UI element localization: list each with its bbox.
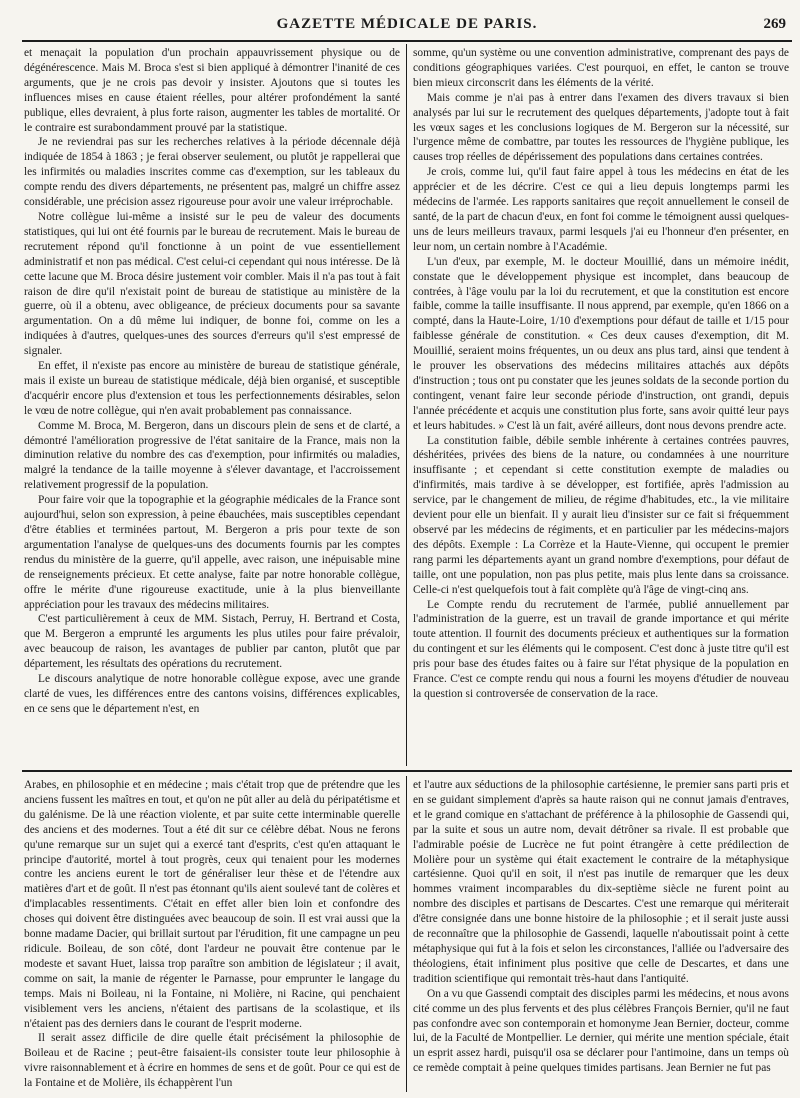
running-title: GAZETTE MÉDICALE DE PARIS. [276, 16, 538, 32]
upper-left-column [24, 46, 400, 768]
paragraph: Je ne reviendrai pas sur les recherches relatives à la période décennale déjà indiquée de 1854 à 1863 ; je ferai observer seulement, ou plutôt je rappellerai que les infirmités ou maladies inscrites comme cas d'exemption, sur les tableaux du compte rendu des divers départements, ne présentent pas, malgré un chiffre assez considérable, une précision assez rigoureuse pour avoir une valeur irréprochable. [24, 136, 400, 209]
paragraph: Le Compte rendu du recrutement de l'armée, publié annuellement par l'administration de la guerre, est un travail de grande importance et qui mérite toute attention. Il fournit des documents précieux et authentiques sur la formation du contingent et sur les éléments qui le composent. C'est donc à juste titre qu'il est pris pour base des études faites ou à faire sur l'état physique de la population en France. C'est ce compte rendu qui nous a fourni les moyens d'étudier de nouveau la question si controversée de conservation de la race. [413, 598, 789, 700]
paragraph: et l'autre aux séductions de la philosophie cartésienne, le premier sans parti pris et en se guidant simplement d'après sa haute raison qui ne connut jamais d'entraves, et le grand comique en s'attachant de préférence à la philosophie de Gassendi qui, par la suite et sous un autre nom, devait détrôner sa rivale. Il est probable que l'admirable poésie de Lucrèce ne fut point étrangère à cette prédilection de Molière pour un système qui était exactement le contraire de la métaphysique cartésienne. Quoi qu'il en soit, il n'est pas inutile de remarquer que les deux hommes vraiment incomparables du dix-septième siècle ne furent point au nombre des disciples et partisans de Descartes. C'est une remarque qui mériterait d'être consignée dans une bonne histoire de la philosophie ; et il serait juste aussi de reconnaître que la philosophie de Gassendi, laquelle n'aboutissait point à cette métaphysique qui fut à la fois et selon les circonstances, l'alliée ou l'adversaire des théologiens, était infiniment plus positive que celle de Descartes, et dans une tradition scientifique qui remontait très-haut dans l'antiquité. [413, 779, 789, 985]
paragraph: Arabes, en philosophie et en médecine ; mais c'était trop que de prétendre que les anciens fussent les maîtres en tout, et qu'on ne pût aller au delà du péripatétisme et du galénisme. De là une réaction violente, et par suite cette interminable querelle des anciens et des modernes. Tout a été dit sur ce célèbre débat. Nous ne ferons qu'une remarque sur un sujet qui a exercé tant d'esprits, c'est qu'en attaquant le principe d'autorité, mortel à tout progrès, ceux qui tenaient pour les modernes contre les anciens eurent le tort de généraliser leur thèse et de l'étendre aux matières d'art et de goût. Il n'est pas étonnant qu'ils aient soulevé tant de colères et d'implacables ressentiments. C'était en effet aller bien loin et confondre des choses qui doivent être distinguées avec beaucoup de soin. Il est vrai aussi que la bonne madame Dacier, qui brillait surtout par l'érudition, fit une campagne un peu ridicule. Boileau, de son côté, dont l'ardeur ne pouvait être contenue par le modeste et savant Huet, laissa trop paraître son ambition de législateur ; il avait, comme on sait, la manie de régenter le Parnasse, pour emprunter le langage du temps. Mais ni Boileau, ni la Fontaine, ni Molière, ni Racine, qui penchaient visiblement vers les anciens, n'étaient des partisans de la scolastique, et ils n'étaient pas des derniers dans le courant de l'esprit moderne. [24, 779, 400, 1030]
paragraph: En effet, il n'existe pas encore au ministère de bureau de statistique générale, mais il existe un bureau de statistique médicale, déjà bien organisé, et susceptible d'acquérir encore plus d'extension et tous les perfectionnements désirables, selon le vœu de notre collègue, qui n'en avait probablement pas connaissance. [24, 360, 400, 417]
paragraph: Je crois, comme lui, qu'il faut faire appel à tous les médecins en état de les apprécier et de les décrire. C'est ce qui a lieu depuis longtemps parmi les médecins de l'armée. Les rapports sanitaires que reçoit annuellement le conseil de santé, de la part de chacun d'eux, en font foi comme le témoignent aussi quelques-uns de leurs meilleurs travaux, parmi lesquels j'ai eu l'honneur d'en présenter, en leur nom, un certain nombre à l'Académie. [413, 166, 789, 253]
paragraph: Pour faire voir que la topographie et la géographie médicales de la France sont aujourd'hui, selon son expression, à peine ébauchées, mais susceptibles cependant d'être établies et terminées partout, M. Bergeron a pris pour texte de son argumentation l'analyse de quelques-uns des documents fournis par les comptes rendus du ministère de la guerre, qu'il appelle, avec raison, une inépuisable mine de renseignements précieux. Et cette analyse, faite par notre honorable collègue, offre le mérite d'une rigoureuse exactitude, unie à la plus bienveillante appréciation pour les travaux des médecins militaires. [24, 494, 400, 611]
paragraph: Notre collègue lui-même a insisté sur le peu de valeur des documents statistiques, qui lui ont été fournis par le bureau de recrutement. Mais le bureau de recrutement répond qu'il fonctionne à un point de vue essentiellement administratif et non pas médical. C'est celui-ci cependant qui nous intéresse. De là cette lacune que M. Broca désire justement voir combler. Mais il n'a pas tout à fait raison de dire qu'il n'existait point de bureau de statistique au ministère de la guerre, où il a obtenu, avec obligeance, de précieux documents pour sa savante argumentation. On a dû même lui indiquer, de bonne foi, comme on les a indiquées à d'autres, quelques-unes des sources d'erreurs qu'il s'est empressé de signaler. [24, 210, 400, 358]
paragraph: On a vu que Gassendi comptait des disciples parmi les médecins, et nous avons cité comme un des plus fervents et des plus célèbres François Bernier, qu'il ne faut pas confondre avec son contemporain et homonyme Jean Bernier, docteur, comme lui, de la Faculté de Montpellier. Le dernier, qui mérite une mention spéciale, était un esprit assez hardi, puisqu'il osa se déclarer pour l'antimoine, dans un temps où ce remède comptait à peine quelques timides partisans. Jean Bernier ne fut pas [413, 987, 789, 1075]
paragraph: Mais comme je n'ai pas à entrer dans l'examen des divers travaux si bien analysés par lui sur le recrutement des quelques départements, j'adopte tout à fait les vœux sages et les conclusions logiques de M. Bergeron sur la nécessité, sur l'urgence même de combattre, par toutes les ressources de l'hygiène publique, les causes trop réelles de dépérissement des populations dans certaines contrées. [413, 91, 789, 164]
lower-right-column [413, 778, 789, 1094]
paragraph: Comme M. Broca, M. Bergeron, dans un discours plein de sens et de clarté, a démontré l'amélioration progressive de l'état sanitaire de la France, mais non la diminution relative du nombre des cas d'exemption, pour infirmités ou maladies, malgré la tendance de la taille moyenne à s'élever davantage, et l'accroissement relativement progressif de la population. [24, 419, 400, 492]
paragraph: La constitution faible, débile semble inhérente à certaines contrées pauvres, déshéritées, privées des biens de la nature, ou condamnées à une nourriture insuffisante ; et cependant si cette constitution exempte de maladies ou d'infirmités, mais tardive à se développer, est fortifiée, après l'admission au service, par le changement de milieu, de régime d'habitudes, etc., la vie militaire devient pour elle un bienfait. Il y aurait lieu d'insister sur ce fait si fréquemment observé par les médecins de régiments, et en particulier par les médecins-majors des dépôts. Exemple : La Corrèze et la Haute-Vienne, qui occupent le premier rang parmi les départements ayant un grand nombre d'exemptions, pour défaut de taille, ont une population, non pas plus petite, mais plus lente dans sa croissance. Celle-ci n'est quelquefois tout à fait complète qu'à l'âge de vingt-cinq ans. [413, 434, 789, 596]
paragraph: Il serait assez difficile de dire quelle était précisément la philosophie de Boileau et de Racine ; peut-être faisaient-ils consister toute leur philosophie à vivre raisonnablement et à écrire en hommes de sens et de goût. Pour ce qui est de la Fontaine et de Molière, ils échappèrent l'un [24, 1032, 400, 1090]
section-rule [22, 770, 792, 772]
paragraph: somme, qu'un système ou une convention administrative, comprenant des pays de conditions géographiques variées. C'est pourquoi, en effet, le canton se trouve bien mieux circonscrit dans les éléments de la vérité. [413, 47, 789, 89]
lower-left-column [24, 778, 400, 1094]
paragraph: C'est particulièrement à ceux de MM. Sistach, Perruy, H. Bertrand et Costa, que M. Bergeron a emprunté les arguments les plus utiles pour faire prévaloir, avec beaucoup de raison, les avantages de publier par canton, plutôt que par département, les résultats des opérations du recrutement. [24, 613, 400, 671]
page-number: 269 [763, 16, 786, 32]
paragraph: Le discours analytique de notre honorable collègue expose, avec une grande clarté de vues, les différences entre des cantons voisins, différences explicables, en ce sens que le département n'est, en [24, 673, 400, 715]
upper-right-column [413, 46, 789, 768]
lower-column-divider [406, 776, 407, 1092]
paragraph: L'un d'eux, par exemple, M. le docteur Mouillié, dans un mémoire inédit, constate que le développement physique est incomplet, dans beaucoup de contrées, à l'âge voulu par la loi du recrutement, et que la constitution est encore faible, comme la taille insuffisante. Il nous apprend, par exemple, qu'en 1866 on a compté, dans la Haute-Loire, 1/10 d'exemptions pour défaut de taille et 1/15 pour faiblesse générale de constitution. « Ces deux causes d'exemption, dit M. Mouillié, seraient moins fréquentes, un ou deux ans plus tard, ainsi que tendent à le prouver les observations des médecins militaires attachés aux dépôts d'instruction ; tous ont pu constater que les jeunes soldats de la seconde portion du contingent, venant faire leur seconde période d'instruction, ont grandi, depuis l'année précédente et acquis une constitution plus forte, sans avoir quitté leur pays et leurs habitudes. » C'est là un fait, avéré ailleurs, dont nous devons prendre acte. [413, 255, 789, 432]
upper-column-divider [406, 44, 407, 766]
page-header [22, 14, 792, 38]
paragraph: et menaçait la population d'un prochain appauvrissement physique ou de dégénérescence. Mais M. Broca s'est si bien appliqué à démontrer l'inanité de ces arguments, que je ne crois pas devoir y insister. Ajoutons que si toutes les influences mises en cause étaient réelles, pour altérer profondément la santé publique, elles devraient, à plus forte raison, augmenter les tables de mortalité. Or le contraire est surabondamment prouvé par la statistique. [24, 47, 400, 134]
header-rule [22, 40, 792, 42]
